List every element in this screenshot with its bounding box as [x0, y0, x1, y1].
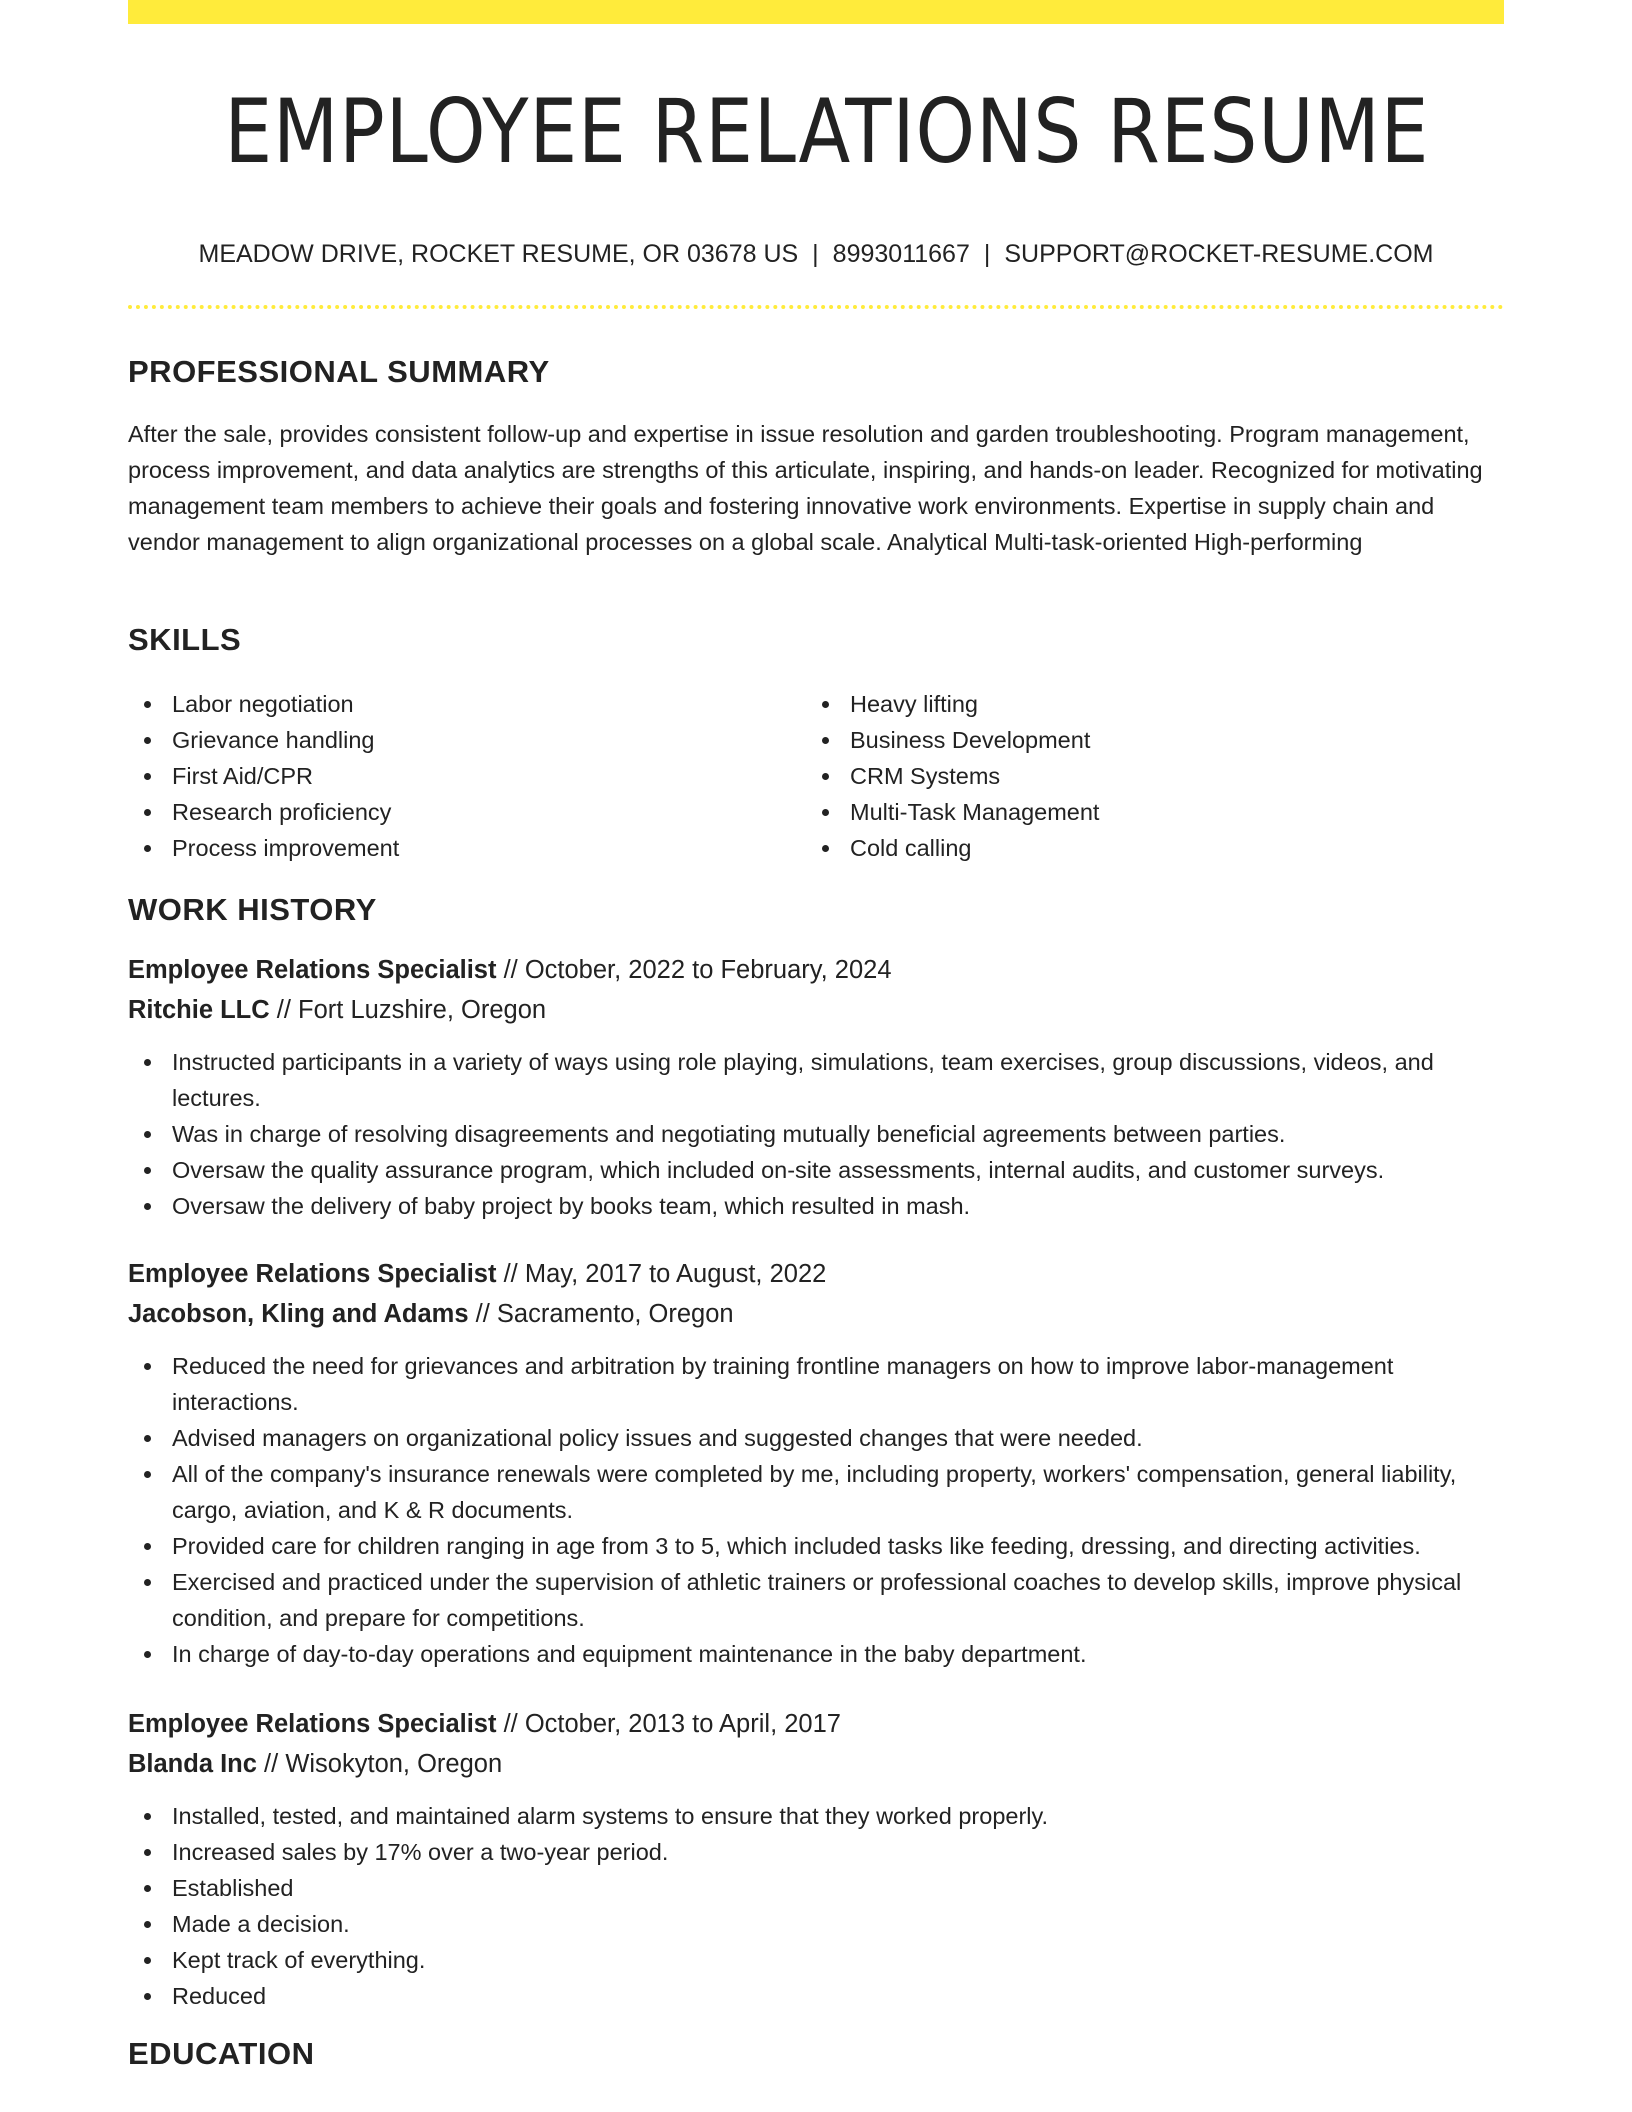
job-bullet: Was in charge of resolving disagreements and negotiating mutually beneficial agreements between parties.: [128, 1116, 1504, 1152]
job-dates: October, 2013 to April, 2017: [524, 1710, 841, 1738]
separator: //: [264, 1750, 279, 1778]
job-bullet: Increased sales by 17% over a two-year period.: [128, 1834, 1504, 1870]
separator: //: [503, 956, 518, 984]
job-bullets: [128, 1044, 1504, 1224]
job-entry: [128, 950, 1504, 1224]
job-bullet: Instructed participants in a variety of ways using role playing, simulations, team exercises, group discussions, videos, and lectures.: [128, 1044, 1504, 1116]
skills-list-right: [806, 686, 1504, 866]
summary-heading: PROFESSIONAL SUMMARY: [128, 354, 550, 389]
job-bullet: In charge of day-to-day operations and equipment maintenance in the baby department.: [128, 1636, 1504, 1672]
job-company-line: [128, 1294, 1504, 1334]
skill-item: Business Development: [806, 722, 1504, 758]
job-dates: May, 2017 to August, 2022: [524, 1260, 827, 1288]
job-bullet: Made a decision.: [128, 1906, 1504, 1942]
education-heading: EDUCATION: [128, 2036, 315, 2071]
job-entry: [128, 1254, 1504, 1672]
job-title: Employee Relations Specialist: [128, 956, 497, 984]
job-bullet: Established: [128, 1870, 1504, 1906]
contact-line: [128, 238, 1504, 270]
job-bullets: [128, 1798, 1504, 2014]
job-title-line: [128, 1254, 1504, 1294]
dotted-divider: [128, 305, 1504, 309]
skill-item: Cold calling: [806, 830, 1504, 866]
resume-page: [128, 0, 1504, 2112]
skill-item: Multi-Task Management: [806, 794, 1504, 830]
job-location: Sacramento, Oregon: [496, 1300, 734, 1328]
job-company-line: [128, 1744, 1504, 1784]
skill-item: Labor negotiation: [128, 686, 800, 722]
job-title-line: [128, 1704, 1504, 1744]
skill-item: Heavy lifting: [806, 686, 1504, 722]
job-title: Employee Relations Specialist: [128, 1710, 497, 1738]
skill-item: Grievance handling: [128, 722, 800, 758]
contact-email: SUPPORT@ROCKET-RESUME.COM: [1004, 240, 1434, 268]
resume-title: EMPLOYEE RELATIONS RESUME: [224, 80, 1430, 183]
job-bullet: Advised managers on organizational policy issues and suggested changes that were needed.: [128, 1420, 1504, 1456]
job-bullet: Reduced: [128, 1978, 1504, 2014]
work-history-heading: WORK HISTORY: [128, 892, 377, 927]
job-location: Wisokyton, Oregon: [285, 1750, 503, 1778]
job-company: Ritchie LLC: [128, 996, 270, 1024]
job-bullet: Provided care for children ranging in age from 3 to 5, which included tasks like feeding, dressing, and directing activities.: [128, 1528, 1504, 1564]
job-company: Blanda Inc: [128, 1750, 257, 1778]
job-bullet: Oversaw the delivery of baby project by books team, which resulted in mash.: [128, 1188, 1504, 1224]
job-bullets: [128, 1348, 1504, 1672]
job-bullet: Reduced the need for grievances and arbitration by training frontline managers on how to improve labor-management interactions.: [128, 1348, 1504, 1420]
contact-phone: 8993011667: [832, 240, 970, 268]
skill-item: First Aid/CPR: [128, 758, 800, 794]
separator: //: [503, 1260, 518, 1288]
job-bullet: All of the company's insurance renewals were completed by me, including property, workers' compensation, general liability, cargo, aviation, and K & R documents.: [128, 1456, 1504, 1528]
job-dates: October, 2022 to February, 2024: [524, 956, 892, 984]
job-bullet: Kept track of everything.: [128, 1942, 1504, 1978]
skills-heading: SKILLS: [128, 622, 242, 657]
job-entry: [128, 1704, 1504, 2014]
skill-item: Research proficiency: [128, 794, 800, 830]
skill-item: CRM Systems: [806, 758, 1504, 794]
contact-address: MEADOW DRIVE, ROCKET RESUME, OR 03678 US: [198, 240, 799, 268]
contact-separator: |: [812, 240, 819, 268]
job-title-line: [128, 950, 1504, 990]
contact-separator: |: [983, 240, 991, 268]
summary-text: After the sale, provides consistent follow-up and expertise in issue resolution and garden troubleshooting. Program management, process improvement, and data analytics are strengths of this articulate, inspiring, and hands-on leader. Recognized for motivating management team members to achieve their goals and fostering innovative work environments. Expertise in supply chain and vendor management to align organizational processes on a global scale. Analytical Multi-task-oriented High-performing: [128, 421, 1483, 555]
job-location: Fort Luzshire, Oregon: [298, 996, 547, 1024]
job-company-line: [128, 990, 1504, 1030]
separator: //: [276, 996, 291, 1024]
skill-item: Process improvement: [128, 830, 800, 866]
accent-top-bar: [128, 0, 1504, 24]
job-title: Employee Relations Specialist: [128, 1260, 497, 1288]
job-company: Jacobson, Kling and Adams: [128, 1300, 469, 1328]
separator: //: [503, 1710, 518, 1738]
separator: //: [475, 1300, 490, 1328]
job-bullet: Exercised and practiced under the supervision of athletic trainers or professional coaches to develop skills, improve physical condition, and prepare for competitions.: [128, 1564, 1504, 1636]
job-bullet: Oversaw the quality assurance program, which included on-site assessments, internal audits, and customer surveys.: [128, 1152, 1504, 1188]
job-bullet: Installed, tested, and maintained alarm systems to ensure that they worked properly.: [128, 1798, 1504, 1834]
skills-list-left: [128, 686, 800, 866]
